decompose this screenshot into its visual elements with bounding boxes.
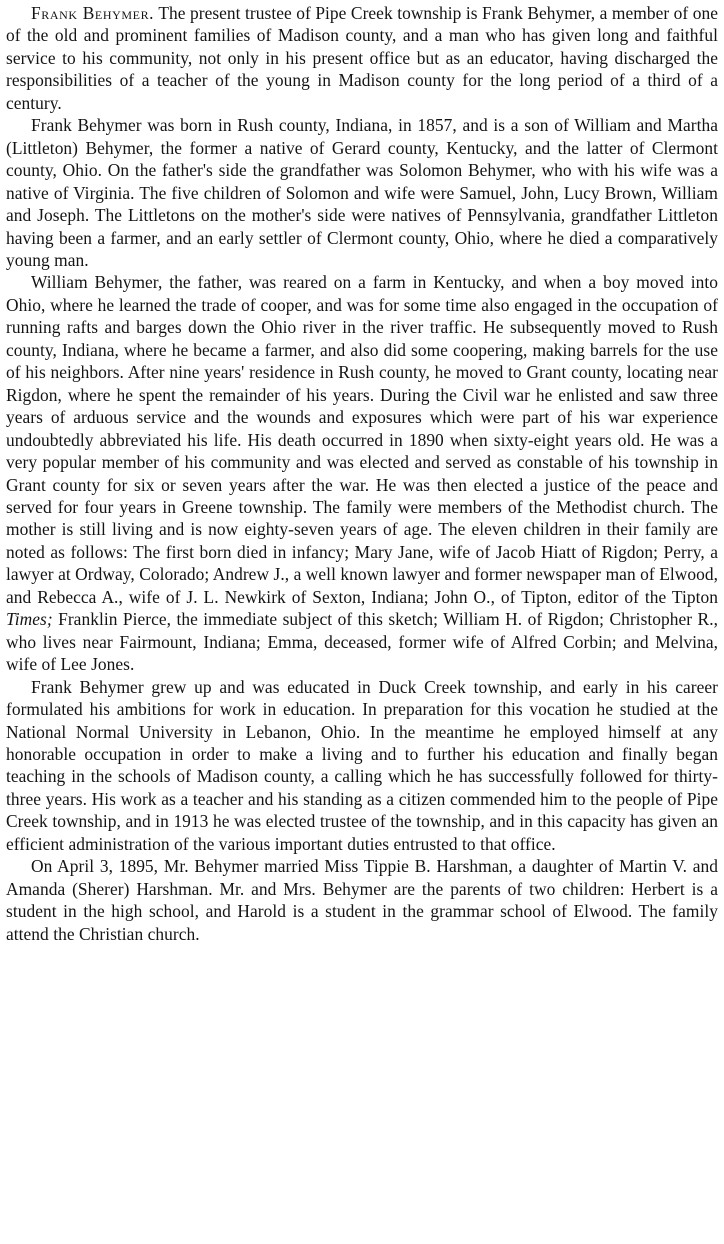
paragraph-father-history-text-a: William Behymer, the father, was reared on a farm in Kentucky, and when a boy moved into Ohio, where he learned the trade of cooper, and was for some time also engaged in the occupation of running rafts and barges down the Ohio river in the river traffic. He subsequently moved to Rush county, Indiana, where he became a farmer, and also did some coopering, making barrels for the use of his neighbors. After nine years' residence in Rush county, he moved to Grant county, locating near Rigdon, where he spent the remainder of his years. During the Civil war he enlisted and saw three years of arduous service and the wounds and exposures which were part of his war experience undoubtedly abbreviated his life. His death occurred in 1890 when sixty-eight years old. He was a very popular member of his community and was elected and served as constable of his township in Grant county for six or seven years after the war. He was then elected a justice of the peace and served for four years in Greene township. The family were members of the Methodist church. The mother is still living and is now eighty-seven years of age. The eleven children in their family are noted as follows: The first born died in infancy; Mary Jane, wife of Jacob Hiatt of Rigdon; Perry, a lawyer at Ordway, Colorado; Andrew J., a well known lawyer and former newspaper man of Elwood, and Rebecca A., wife of J. L. Newkirk of Sexton, Indiana; John O., of Tipton, editor of the Tipton [6, 272, 718, 607]
paragraph-birth-family [6, 114, 718, 271]
paragraph-marriage-text: On April 3, 1895, Mr. Behymer married Miss Tippie B. Harshman, a daughter of Martin V. and Amanda (Sherer) Harshman. Mr. and Mrs. Behymer are the parents of two children: Herbert is a student in the high school, and Harold is a student in the grammar school of Elwood. The family attend the Christian church. [6, 856, 718, 944]
subject-name-heading: Frank Behymer. [31, 3, 155, 23]
paragraph-intro-text: The present trustee of Pipe Creek township is Frank Behymer, a member of one of the old and prominent families of Madison county, and a man who has given long and faithful service to his community, not only in his present office but as an educator, having discharged the responsibilities of a teacher of the young in Madison county for the long period of a third of a century. [6, 3, 718, 113]
paragraph-father-history-text-b: Franklin Pierce, the immediate subject of this sketch; William H. of Rigdon; Christopher R., who lives near Fairmount, Indiana; Emma, deceased, former wife of Alfred Corbin; and Melvina, wife of Lee Jones. [6, 609, 718, 675]
paragraph-father-history [6, 271, 718, 675]
paragraph-education-career-text: Frank Behymer grew up and was educated in Duck Creek township, and early in his career formulated his ambitions for work in education. In preparation for this vocation he studied at the National Normal University in Lebanon, Ohio. In the meantime he employed himself at any honorable occupation in order to make a living and to further his education and finally began teaching in the schools of Madison county, a calling which he has successfully followed for thirty-three years. His work as a teacher and his standing as a citizen commended him to the people of Pipe Creek township, and in 1913 he was elected trustee of the township, and in this capacity has given an efficient administration of the various important duties entrusted to that office. [6, 676, 718, 854]
newspaper-title: Times; [6, 609, 53, 630]
paragraph-education-career [6, 676, 718, 856]
paragraph-birth-family-text: Frank Behymer was born in Rush county, Indiana, in 1857, and is a son of William and Martha (Littleton) Behymer, the former a native of Gerard county, Kentucky, and the latter of Clermont county, Ohio. On the father's side the grandfather was Solomon Behymer, who with his wife was a native of Virginia. The five children of Solomon and wife were Samuel, John, Lucy Brown, William and Joseph. The Littletons on the mother's side were natives of Pennsylvania, grandfather Littleton having been a farmer, and an early settler of Clermont county, Ohio, where he died a comparatively young man. [6, 115, 718, 270]
paragraph-intro [6, 2, 718, 114]
paragraph-marriage [6, 855, 718, 945]
